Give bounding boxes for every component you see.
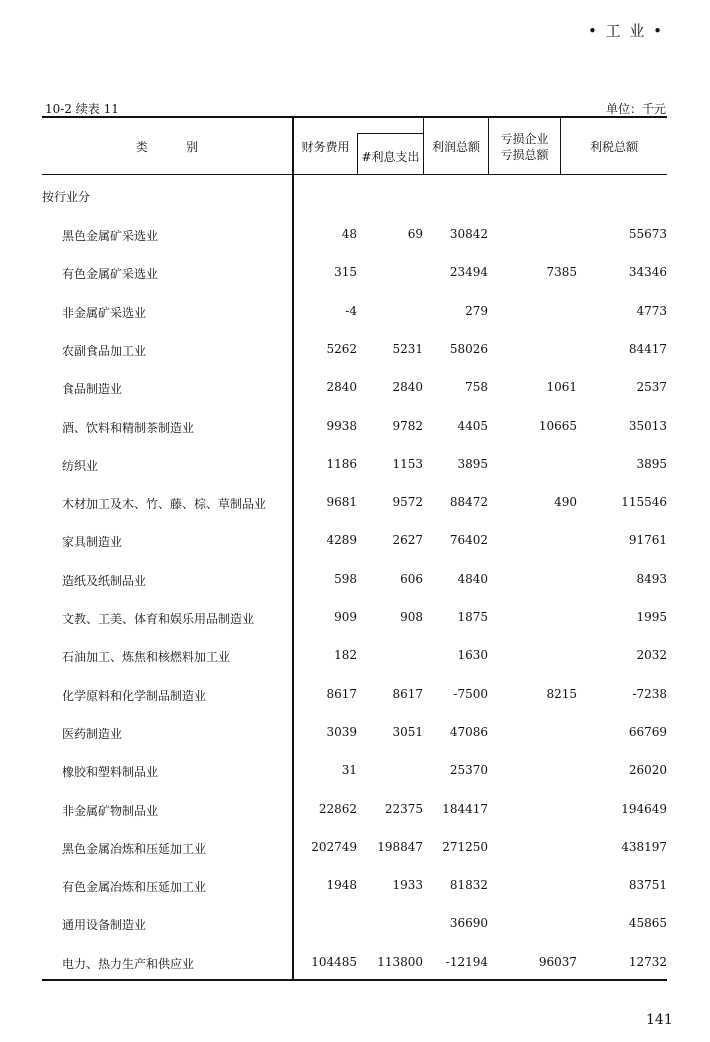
cell-value: 194649	[621, 801, 667, 816]
cell-value: 104485	[311, 954, 357, 969]
cell-value: 4773	[636, 303, 667, 318]
cell-value: 69	[407, 227, 423, 241]
cell-value: 758	[465, 380, 488, 395]
top-rule	[42, 116, 667, 118]
row-label: 家具制造业	[62, 535, 123, 550]
row-label: 纺织业	[62, 458, 99, 473]
header-category: 类 别	[135, 140, 199, 154]
header-rule	[42, 174, 667, 175]
table-row	[42, 265, 667, 285]
cell-value: 45865	[628, 916, 667, 931]
cell-value: 438197	[621, 839, 667, 854]
cell-value: 34346	[628, 265, 667, 280]
section-label: 按行业分	[42, 190, 91, 204]
cell-value: 83751	[628, 878, 667, 893]
table-id: 10-2 续表 11	[45, 102, 119, 116]
row-label: 非金属矿采选业	[62, 305, 147, 320]
table-row	[42, 878, 667, 898]
cell-value: 606	[400, 571, 423, 586]
cell-value: 9938	[326, 418, 357, 433]
row-label: 黑色金属矿采选业	[62, 229, 159, 243]
cell-value: 35013	[628, 418, 667, 433]
header-interest-expense: #利息支出	[361, 150, 420, 164]
cell-value: -7500	[453, 686, 488, 701]
cell-value: 36690	[449, 916, 488, 931]
table-row	[42, 533, 667, 553]
cell-value: 84417	[628, 341, 667, 356]
unit-label: 单位：千元	[606, 102, 667, 116]
cell-value: 2537	[636, 380, 667, 395]
row-label: 木材加工及木、竹、藤、棕、草制品业	[62, 497, 267, 512]
cell-value: 31	[341, 763, 357, 778]
cell-value: 598	[334, 571, 357, 586]
cell-value: 26020	[628, 763, 667, 778]
table-row	[42, 840, 667, 860]
table-row	[42, 342, 667, 362]
cell-value: 1153	[392, 456, 423, 471]
table-row	[42, 802, 667, 822]
row-label: 食品制造业	[62, 382, 123, 397]
cell-value: 2032	[636, 648, 667, 663]
row-label: 酒、饮料和精制茶制造业	[62, 420, 195, 435]
cell-value: 30842	[449, 227, 488, 241]
cell-value: 4289	[326, 533, 357, 548]
cell-value: 3039	[326, 724, 357, 739]
table-row	[42, 304, 667, 324]
table-row	[42, 227, 667, 247]
cell-value: 9572	[392, 495, 423, 510]
table-row	[42, 495, 667, 515]
cell-value: 5231	[392, 341, 423, 356]
cell-value: 202749	[311, 839, 357, 854]
cell-value: 4840	[457, 571, 488, 586]
cell-value: 2840	[392, 380, 423, 395]
cell-value: 91761	[628, 533, 667, 548]
row-label: 化学原料和化学制品制造业	[62, 688, 207, 703]
cell-value: 198847	[377, 839, 423, 854]
table-row	[42, 725, 667, 745]
cell-value: 3051	[392, 724, 423, 739]
cell-value: 908	[400, 610, 423, 624]
row-label: 非金属矿物制品业	[62, 803, 159, 818]
table-row	[42, 955, 667, 975]
cell-value: 48	[341, 227, 357, 241]
cell-value: -12194	[445, 954, 488, 969]
cell-value: 10665	[538, 418, 577, 433]
cell-value: 47086	[449, 724, 488, 739]
cell-value: 9681	[326, 495, 357, 510]
cell-value: 271250	[442, 839, 488, 854]
cell-value: 2840	[326, 380, 357, 395]
cell-value: -7238	[632, 686, 667, 701]
cell-value: 279	[465, 303, 488, 318]
row-label: 黑色金属冶炼和压延加工业	[62, 841, 207, 856]
cell-value: 12732	[628, 954, 667, 969]
cell-value: 25370	[449, 763, 488, 778]
cell-value: 58026	[449, 341, 488, 356]
cell-value: 55673	[628, 227, 667, 241]
cell-value: 8493	[636, 571, 667, 586]
cell-value: 7385	[546, 265, 577, 280]
cell-value: 8215	[546, 686, 577, 701]
cell-value: 1630	[457, 648, 488, 663]
cell-value: 184417	[442, 801, 488, 816]
row-label: 通用设备制造业	[62, 918, 147, 933]
cell-value: 8617	[392, 686, 423, 701]
cell-value: 66769	[628, 724, 667, 739]
cell-value: 4405	[457, 418, 488, 433]
cell-value: 76402	[449, 533, 488, 548]
cell-value: 1875	[457, 610, 488, 624]
cell-value: 96037	[538, 954, 577, 969]
cell-value: 2627	[392, 533, 423, 548]
bottom-rule	[42, 979, 667, 981]
cell-value: 8617	[326, 686, 357, 701]
cell-value: 3895	[636, 456, 667, 471]
row-label: 文教、工美、体育和娱乐用品制造业	[62, 612, 255, 626]
cell-value: 23494	[449, 265, 488, 280]
cell-value: 182	[334, 648, 357, 663]
header-total-loss: 亏损总额	[500, 148, 549, 162]
table-row	[42, 419, 667, 439]
cell-value: 1948	[326, 878, 357, 893]
cell-value: -4	[345, 303, 357, 318]
cell-value: 3895	[457, 456, 488, 471]
row-label: 有色金属矿采选业	[62, 267, 159, 282]
cell-value: 1061	[546, 380, 577, 395]
page-number: 141	[646, 1012, 673, 1028]
row-label: 橡胶和塑料制品业	[62, 765, 159, 780]
cell-value: 88472	[449, 495, 488, 510]
cell-value: 9782	[392, 418, 423, 433]
header-profit-tax: 利税总额	[589, 140, 638, 154]
cell-value: 5262	[326, 341, 357, 356]
cell-value: 81832	[449, 878, 488, 893]
header-total-profit: 利润总额	[431, 140, 480, 154]
row-label: 电力、热力生产和供应业	[62, 956, 195, 971]
cell-value: 490	[554, 495, 577, 510]
cell-value: 113800	[377, 954, 423, 969]
subheader-rule	[357, 133, 423, 134]
header-loss-enterprises: 亏损企业	[500, 132, 549, 146]
table-row	[42, 572, 667, 592]
row-label: 造纸及纸制品业	[62, 573, 147, 588]
table-row	[42, 763, 667, 783]
header-financial-expense: 财务费用	[301, 140, 350, 154]
table-row	[42, 648, 667, 668]
cell-value: 315	[334, 265, 357, 280]
cell-value: 1995	[636, 610, 667, 624]
row-label: 有色金属冶炼和压延加工业	[62, 880, 207, 895]
cell-value: 1933	[392, 878, 423, 893]
cell-value: 22375	[384, 801, 423, 816]
table-row	[42, 687, 667, 707]
row-label: 医药制造业	[62, 726, 123, 741]
table-row	[42, 380, 667, 400]
running-header: • 工 业 •	[588, 22, 664, 40]
row-label: 农副食品加工业	[62, 343, 147, 358]
row-label: 石油加工、炼焦和核燃料加工业	[62, 650, 231, 665]
cell-value: 22862	[318, 801, 357, 816]
cell-value: 115546	[621, 495, 667, 510]
cell-value: 1186	[326, 456, 357, 471]
cell-value: 909	[334, 610, 357, 624]
table-row	[42, 457, 667, 477]
table-row	[42, 916, 667, 936]
table-row	[42, 610, 667, 630]
